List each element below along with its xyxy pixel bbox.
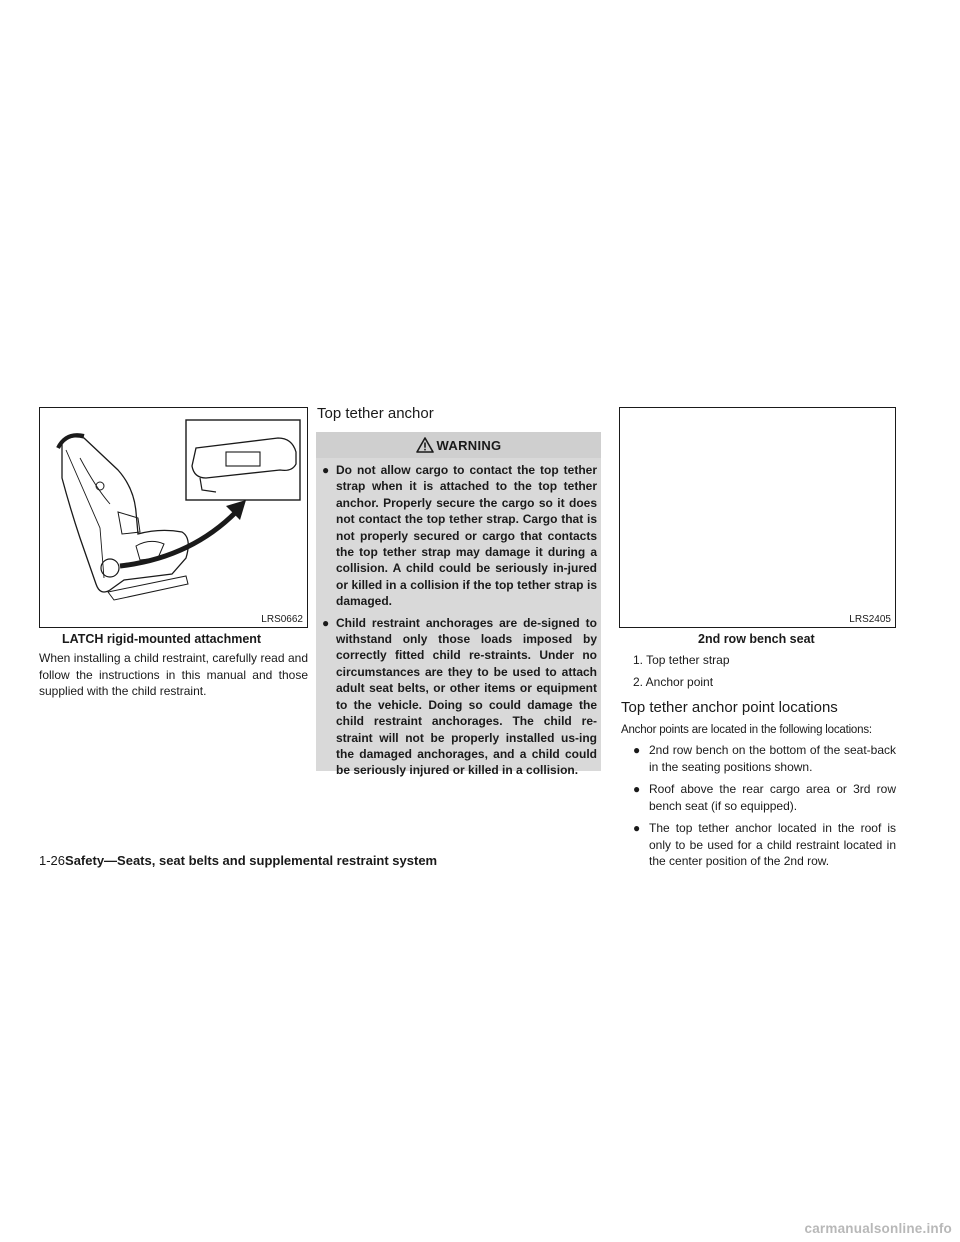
list-item-text: Roof above the rear cargo area or 3rd row bench seat (if so equipped). xyxy=(649,782,896,813)
figure-label: 2. Anchor point xyxy=(633,675,714,689)
bullet-icon: ● xyxy=(633,743,641,757)
warning-item xyxy=(322,615,597,779)
site-watermark: carmanualsonline.info xyxy=(804,1221,952,1236)
warning-text: Do not allow cargo to contact the top tether strap when it is attached to the top tether anchor. Properly secure the cargo so it does not contact the top tether strap. Cargo that is not properly secured or cargo that contacts the top tether strap may damage it during a collision. A child could be seriously in-jured or killed in a collision if the top tether strap is damaged. xyxy=(336,463,597,609)
bench-seat-figure xyxy=(619,407,896,628)
warning-triangle-icon xyxy=(416,437,434,453)
bullet-icon: ● xyxy=(322,615,330,630)
section-heading: Top tether anchor xyxy=(317,405,434,422)
latch-attachment-figure xyxy=(39,407,308,628)
section-heading: Top tether anchor point locations xyxy=(621,699,838,716)
figure-label: 1. Top tether strap xyxy=(633,653,730,667)
section-title: Safety—Seats, seat belts and supplemental restraint system xyxy=(65,853,438,868)
warning-item xyxy=(322,462,597,610)
bullet-icon: ● xyxy=(322,463,330,477)
figure-code: LRS0662 xyxy=(261,614,303,625)
warning-text: Child restraint anchorages are de-signed to withstand only those loads imposed by correctly fitted child re-straints. Under no circumstances are they to be used to attach adult seat belts, or other items or equipment to the vehicle. Doing so could damage the child restraint anchorages. The child re-straint will not be properly installed us-ing the damaged anchorages, and a child could be seriously injured or killed in a collision. xyxy=(336,615,597,778)
warning-header xyxy=(316,432,601,458)
list-item xyxy=(633,820,896,870)
page-footer xyxy=(39,853,437,868)
child-seat-illustration xyxy=(40,408,306,626)
list-item-text: The top tether anchor located in the roof is only to be used for a child restraint located in the center position of the 2nd row. xyxy=(649,821,896,868)
list-item xyxy=(633,781,896,814)
figure-caption: LATCH rigid-mounted attachment xyxy=(62,632,262,646)
bullet-icon: ● xyxy=(633,821,641,835)
bullet-icon: ● xyxy=(633,782,641,796)
warning-list xyxy=(322,462,597,784)
list-item-text: 2nd row bench on the bottom of the seat-back in the seating positions shown. xyxy=(649,743,896,774)
locations-list xyxy=(633,742,896,876)
warning-box xyxy=(316,432,601,778)
page-number: 1-26 xyxy=(39,853,66,868)
locations-intro: Anchor points are located in the following locations: xyxy=(621,724,872,736)
figure-caption: 2nd row bench seat xyxy=(698,632,815,646)
install-instructions-paragraph: When installing a child restraint, carefully read and follow the instructions in this manual and those supplied with the child restraint. xyxy=(39,651,308,698)
list-item xyxy=(633,742,896,775)
figure-code: LRS2405 xyxy=(849,614,891,625)
warning-title: WARNING xyxy=(436,437,502,453)
figure-labels-list xyxy=(633,652,730,696)
